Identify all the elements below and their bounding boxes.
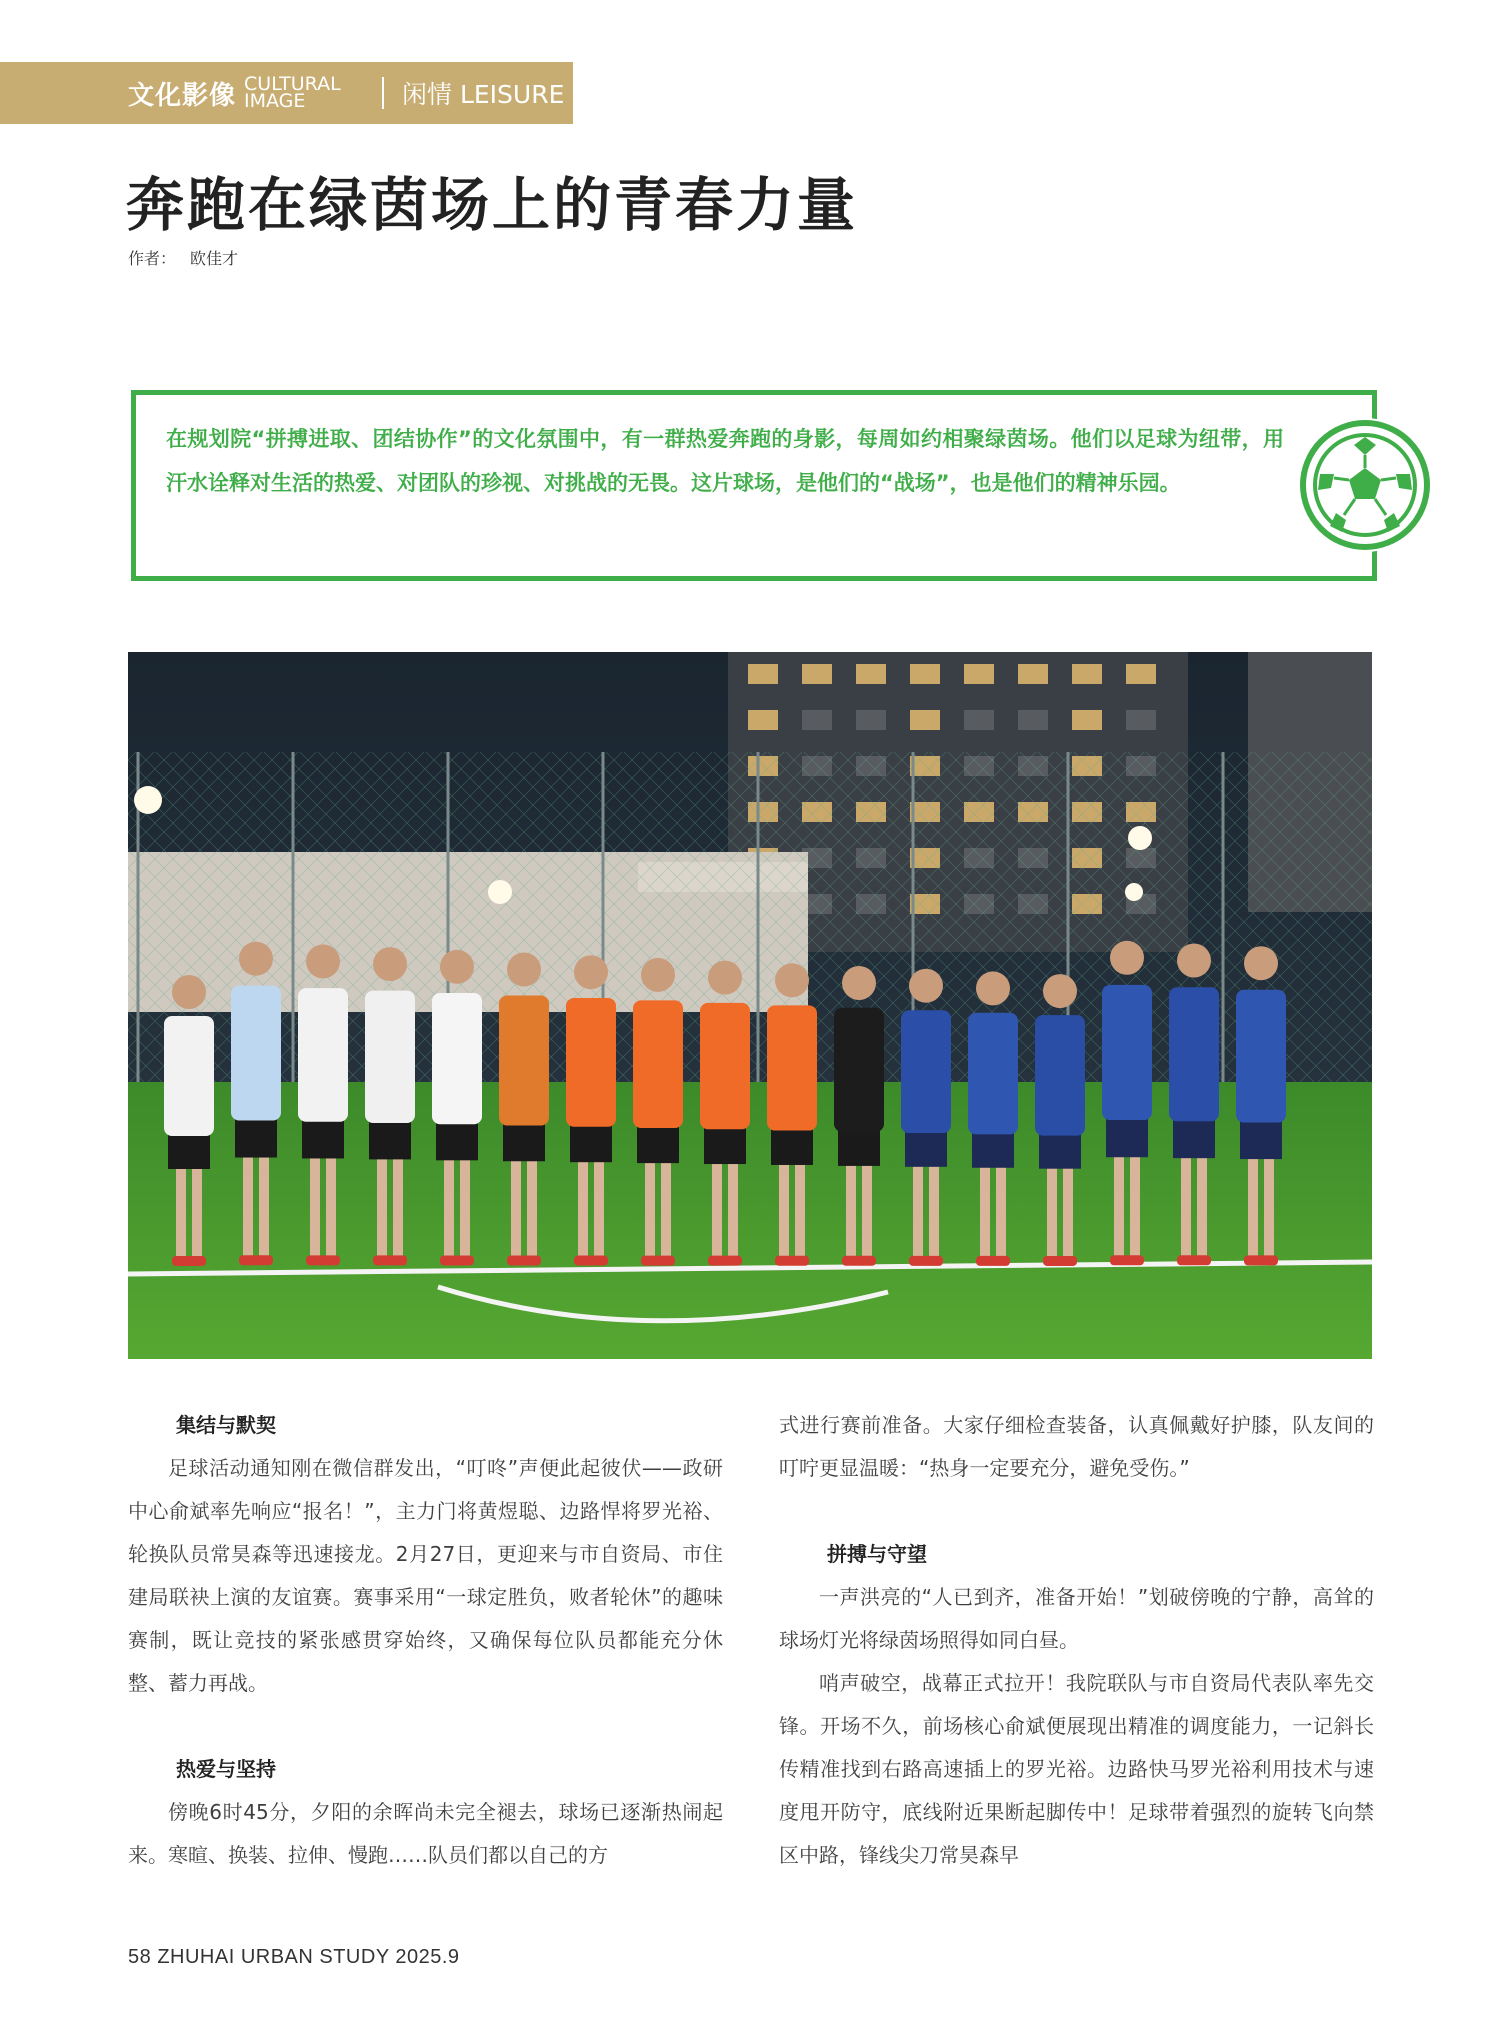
window (1126, 710, 1156, 730)
player-shoes (1244, 1255, 1278, 1265)
player-jersey (968, 1013, 1018, 1135)
player-head (239, 942, 273, 976)
player-shoes (909, 1256, 943, 1266)
player-head (172, 975, 206, 1009)
subsection-title: 闲情 LEISURE (402, 80, 565, 109)
author-line (128, 246, 252, 269)
player-shoes (641, 1256, 675, 1266)
player-shoes (708, 1256, 742, 1266)
section-title-cn: 文化影像 (128, 80, 237, 111)
player-head (1244, 946, 1278, 980)
player-head (574, 955, 608, 989)
intro-box (131, 390, 1377, 581)
intro-text: 在规划院“拼搏进取、团结协作”的文化氛围中，有一群热爱奔跑的身影，每周如约相聚绿茵场。他们以足球为纽带，用汗水诠释对生活的热爱、对团队的珍视、对挑战的无畏。这片球场，是他们的“战场”，也是他们的精神乐园。 (166, 427, 1284, 495)
player-shoes (440, 1255, 474, 1265)
player-shoes (1043, 1256, 1077, 1266)
window (748, 664, 778, 684)
player-shoes (842, 1256, 876, 1266)
window (748, 710, 778, 730)
floodlight (1125, 883, 1143, 901)
floodlight (488, 880, 512, 904)
player-jersey (901, 1010, 951, 1133)
window (802, 710, 832, 730)
window (1018, 710, 1048, 730)
player-head (708, 961, 742, 995)
publication-name: ZHUHAI URBAN STUDY (157, 1946, 390, 1968)
player-head (909, 969, 943, 1003)
window (964, 664, 994, 684)
window (1072, 710, 1102, 730)
team-photo (128, 652, 1372, 1359)
player-shoes (507, 1256, 541, 1266)
author-name: 欧佳才 (190, 249, 239, 268)
player-head (1043, 974, 1077, 1008)
player-jersey (767, 1005, 817, 1130)
player-head (440, 950, 474, 984)
player-shoes (574, 1256, 608, 1266)
player-shoes (1110, 1255, 1144, 1265)
player-jersey (231, 986, 281, 1121)
article-title: 奔跑在绿茵场上的青春力量 (126, 171, 859, 239)
player-jersey (834, 1008, 884, 1132)
player-shoes (172, 1256, 206, 1266)
player-jersey (700, 1003, 750, 1129)
window (802, 664, 832, 684)
player-shoes (1177, 1255, 1211, 1265)
body-column-right (779, 1404, 1374, 1877)
floodlight (134, 786, 162, 814)
player-jersey (432, 993, 482, 1124)
player-shoes (239, 1255, 273, 1265)
player-head (976, 971, 1010, 1005)
player-shoes (976, 1256, 1010, 1266)
player-head (306, 944, 340, 978)
player-jersey (164, 1016, 214, 1136)
body-paragraph: 式进行赛前准备。大家仔细检查装备，认真佩戴好护膝，队友间的叮咛更显温暖：“热身一定要充分，避免受伤。” (779, 1413, 1374, 1480)
soccer-ball-icon (1298, 418, 1432, 552)
window (1072, 664, 1102, 684)
player-jersey (298, 988, 348, 1122)
player-jersey (633, 1000, 683, 1128)
section-title-en: CULTURAL IMAGE (244, 73, 341, 112)
player-jersey (1236, 990, 1286, 1123)
page-footer (128, 1946, 460, 1969)
player-jersey (1035, 1015, 1085, 1135)
section-heading: 拼搏与守望 (827, 1542, 927, 1566)
player-shoes (775, 1256, 809, 1266)
player-head (1177, 944, 1211, 978)
player-head (373, 947, 407, 981)
window (856, 710, 886, 730)
body-paragraph: 足球活动通知刚在微信群发出，“叮咚”声便此起彼伏——政研中心俞斌率先响应“报名！”，主力门将黄煜聪、边路悍将罗光裕、轮换队员常昊森等迅速接龙。2月27日，更迎来与市自资局、市住建局联袂上演的友谊赛。赛事采用“一球定胜负，败者轮休”的趣味赛制，既让竞技的紧张感贯穿始终，又确保每位队员都能充分休整、蓄力再战。 (128, 1456, 723, 1695)
body-paragraph: 哨声破空，战幕正式拉开！我院联队与市自资局代表队率先交锋。开场不久，前场核心俞斌便展现出精准的调度能力，一记斜长传精准找到右路高速插上的罗光裕。边路快马罗光裕利用技术与速度甩开防守，底线附近果断起脚传中！足球带着强烈的旋转飞向禁区中路，锋线尖刀常昊森早 (779, 1671, 1374, 1867)
player-shoes (373, 1255, 407, 1265)
section-heading: 热爱与坚持 (176, 1757, 276, 1781)
player-head (842, 966, 876, 1000)
window (910, 664, 940, 684)
body-column-left (128, 1404, 723, 1877)
body-paragraph: 一声洪亮的“人已到齐，准备开始！”划破傍晚的宁静，高耸的球场灯光将绿茵场照得如同白昼。 (779, 1585, 1374, 1652)
window (964, 710, 994, 730)
player-jersey (566, 998, 616, 1127)
issue-date: 2025.9 (395, 1946, 460, 1968)
player-jersey (1102, 985, 1152, 1120)
section-header-band (0, 62, 573, 124)
player-jersey (1169, 987, 1219, 1121)
player-head (1110, 941, 1144, 975)
page-number: 58 (128, 1946, 152, 1968)
window (1018, 664, 1048, 684)
header-divider (382, 77, 384, 109)
window (1126, 664, 1156, 684)
player-head (507, 953, 541, 987)
floodlight (1128, 826, 1152, 850)
player-jersey (499, 996, 549, 1126)
window (910, 710, 940, 730)
player-head (775, 963, 809, 997)
section-heading: 集结与默契 (176, 1413, 276, 1437)
author-label: 作者： (128, 249, 177, 268)
window (856, 664, 886, 684)
player-shoes (306, 1255, 340, 1265)
player-head (641, 958, 675, 992)
body-paragraph: 傍晚6时45分，夕阳的余晖尚未完全褪去，球场已逐渐热闹起来。寒暄、换装、拉伸、慢跑……队员们都以自己的方 (128, 1800, 723, 1867)
player-jersey (365, 991, 415, 1123)
